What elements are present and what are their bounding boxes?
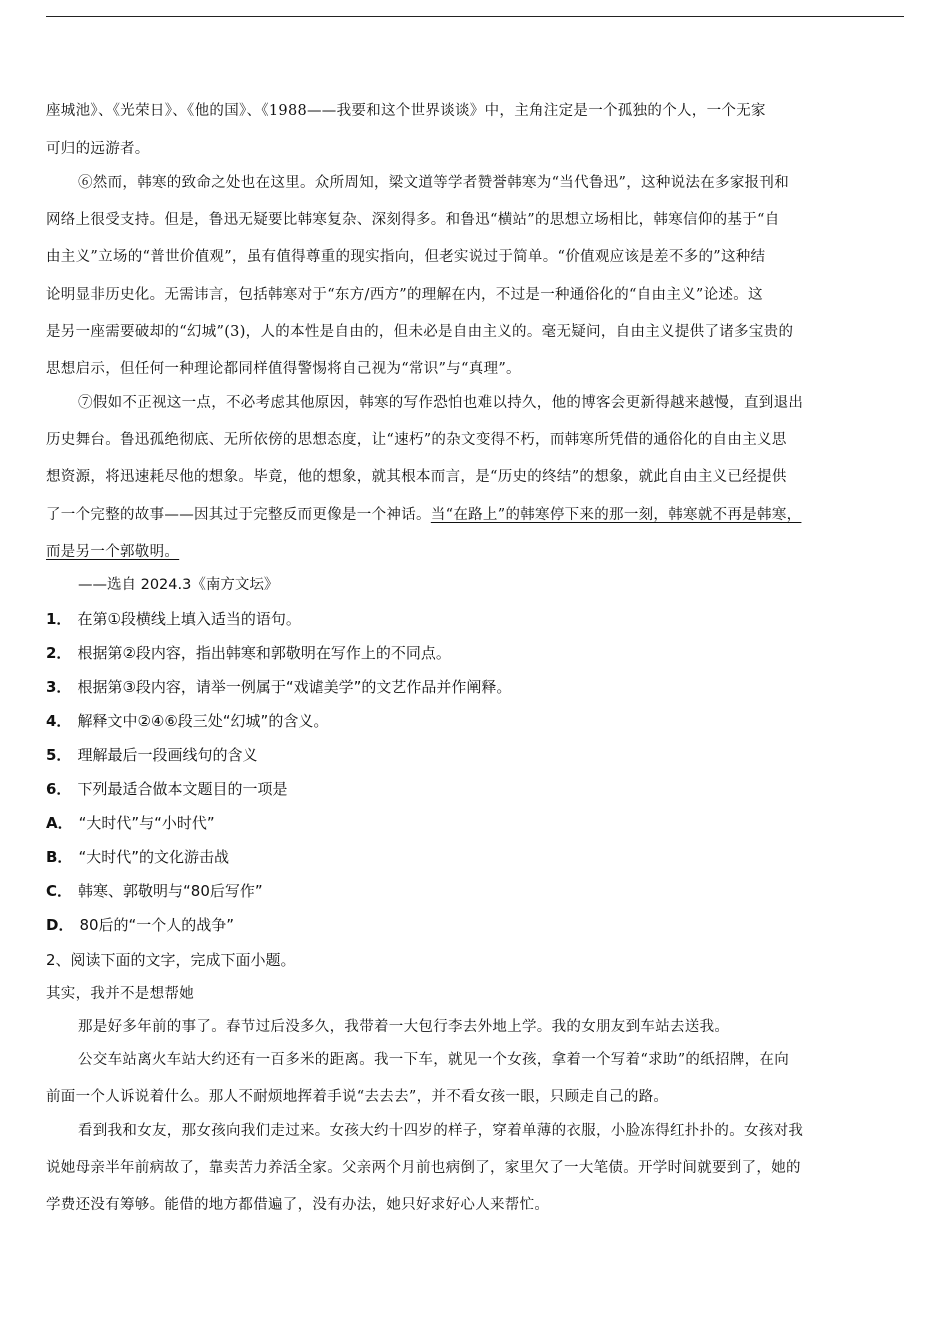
- article-line: 思想启示，但任何一种理论都同样值得警惕将自己视为“常识”与“真理”。: [46, 361, 521, 377]
- option-d[interactable]: [46, 915, 906, 935]
- article-line: 历史舞台。鲁迅孤绝彻底、无所依傍的思想态度，让“速朽”的杂文变得不朽，而韩寒所凭借的通俗化的自由主义思: [46, 432, 787, 448]
- paragraph-6-line: ⑥然而，韩寒的致命之处也在这里。众所周知，梁文道等学者赞誉韩寒为“当代鲁迅”，这种说法在多家报刊和: [78, 175, 790, 191]
- question-text: 下列最适合做本文题目的一项是: [77, 780, 288, 798]
- header-rule: [46, 16, 904, 17]
- option-letter: D．: [46, 916, 74, 934]
- article-source: ——选自 2024.3《南方文坛》: [78, 577, 279, 593]
- story-line: 学费还没有筹够。能借的地方都借遍了，没有办法，她只好求好心人来帮忙。: [46, 1197, 550, 1213]
- question-text: 理解最后一段画线句的含义: [77, 746, 258, 764]
- option-text: 80后的“一个人的战争”: [79, 916, 235, 934]
- article-text: 了一个完整的故事——因其过于完整反而更像是一个神话。: [46, 507, 431, 523]
- article-line: 想资源，将迅速耗尽他的想象。毕竟，他的想象，就其根本而言，是“历史的终结”的想象，就此自由主义已经提供: [46, 469, 787, 485]
- question-6: [46, 779, 906, 799]
- paragraph-7-line: ⑦假如不正视这一点，不必考虑其他原因，韩寒的写作恐怕也难以持久，他的博客会更新得越来越慢，直到退出: [78, 395, 804, 411]
- question-number: 5．: [46, 746, 72, 764]
- article-line-with-underline: [46, 505, 801, 525]
- article-line: 座城池》、《光荣日》、《他的国》、《1988——我要和这个世界谈谈》中，主角注定是一个孤独的个人，一个无家: [46, 103, 766, 119]
- article-line: 可归的远游者。: [46, 141, 150, 157]
- option-c[interactable]: [46, 881, 906, 901]
- option-letter: A．: [46, 814, 73, 832]
- section-2-heading: 2、阅读下面的文字，完成下面小题。: [46, 951, 296, 969]
- question-number: 2．: [46, 644, 72, 662]
- question-text: 根据第③段内容，请举一例属于“戏谑美学”的文艺作品并作阐释。: [77, 678, 512, 696]
- question-text: 解释文中②④⑥段三处“幻城”的含义。: [77, 712, 329, 730]
- option-letter: B．: [46, 848, 73, 866]
- question-4: [46, 711, 906, 731]
- option-text: “大时代”的文化游击战: [78, 848, 229, 866]
- question-number: 6．: [46, 780, 72, 798]
- story-line: 前面一个人诉说着什么。那人不耐烦地挥着手说“去去去”，并不看女孩一眼，只顾走自己的路。: [46, 1089, 669, 1105]
- question-text: 根据第②段内容，指出韩寒和郭敬明在写作上的不同点。: [77, 644, 451, 662]
- question-number: 3．: [46, 678, 72, 696]
- story-title: 其实，我并不是想帮她: [46, 986, 194, 1002]
- question-number: 4．: [46, 712, 72, 730]
- question-3: [46, 677, 906, 697]
- option-text: 韩寒、郭敬明与“80后写作”: [78, 882, 263, 900]
- story-line: 公交车站离火车站大约还有一百多米的距离。我一下车，就见一个女孩，拿着一个写着“求助”的纸招牌，在向: [78, 1052, 790, 1068]
- option-text: “大时代”与“小时代”: [78, 814, 215, 832]
- question-1: [46, 609, 906, 629]
- article-line: 论明显非历史化。无需讳言，包括韩寒对于“东方/西方”的理解在内，不过是一种通俗化的“自由主义”论述。这: [46, 287, 763, 303]
- option-a[interactable]: [46, 813, 906, 833]
- question-5: [46, 745, 906, 765]
- option-b[interactable]: [46, 847, 906, 867]
- story-line: 说她母亲半年前病故了，靠卖苦力养活全家。父亲两个月前也病倒了，家里欠了一大笔债。开学时间就要到了，她的: [46, 1160, 801, 1176]
- underlined-sentence-part2: 而是另一个郭敬明。: [46, 544, 180, 560]
- question-text: 在第①段横线上填入适当的语句。: [77, 610, 301, 628]
- article-line: 网络上很受支持。但是，鲁迅无疑要比韩寒复杂、深刻得多。和鲁迅“横站”的思想立场相比，韩寒信仰的基于“自: [46, 212, 780, 228]
- underlined-sentence-part1: 当“在路上”的韩寒停下来的那一刻，韩寒就不再是韩寒，: [430, 507, 802, 523]
- article-line: 由主义”立场的“普世价值观”，虽有值得尊重的现实指向，但老实说过于简单。“价值观应该是差不多的”这种结: [46, 249, 766, 265]
- question-2: [46, 643, 906, 663]
- question-number: 1．: [46, 610, 72, 628]
- story-line: 那是好多年前的事了。春节过后没多久，我带着一大包行李去外地上学。我的女朋友到车站去送我。: [78, 1019, 730, 1035]
- article-line: 是另一座需要破却的“幻城”(3)，人的本性是自由的，但未必是自由主义的。毫无疑问，自由主义提供了诸多宝贵的: [46, 324, 794, 340]
- option-letter: C．: [46, 882, 73, 900]
- story-line: 看到我和女友，那女孩向我们走过来。女孩大约十四岁的样子，穿着单薄的衣服，小脸冻得红扑扑的。女孩对我: [78, 1123, 804, 1139]
